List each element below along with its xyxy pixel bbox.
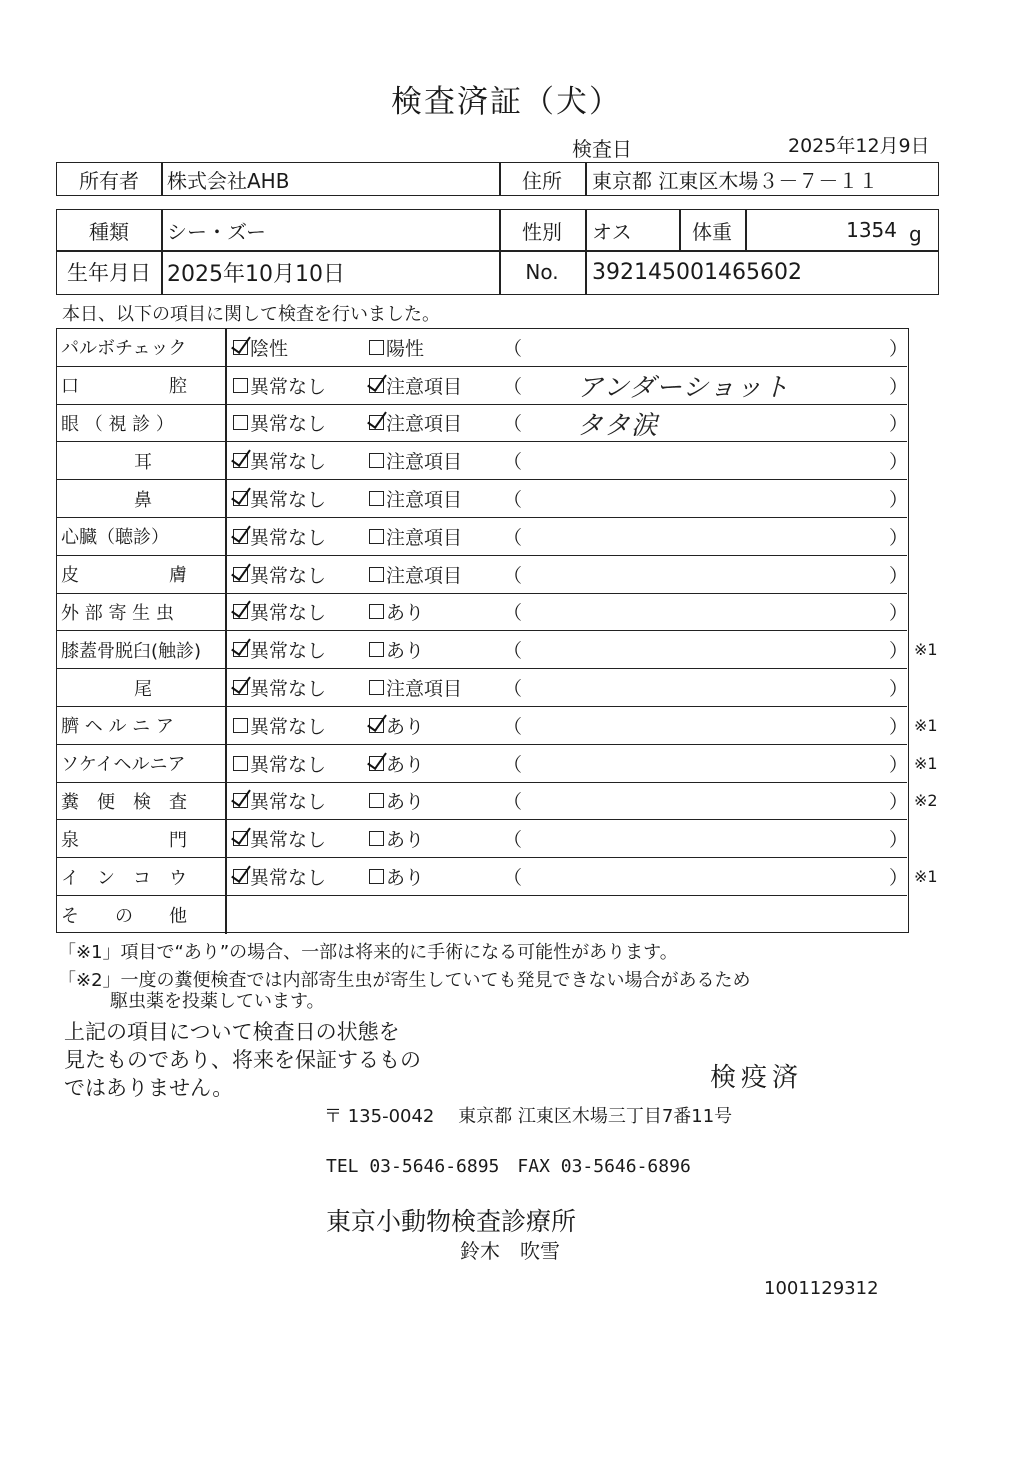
footnote-mark: ※1 (914, 640, 938, 660)
paren-close: ） (889, 564, 909, 587)
breed-label: 種類 (89, 219, 129, 244)
paren-close: ） (889, 526, 909, 549)
clinic-address: 〒 135-0042 東京都 江東区木場三丁目7番11号 (324, 1106, 733, 1127)
handwritten-comment: タタ涙 (577, 410, 659, 441)
checkbox-icon[interactable] (233, 415, 248, 430)
exam-option (369, 631, 424, 668)
exam-option-label: 異常なし (250, 715, 327, 738)
exam-date: 2025年12月9日 (788, 135, 930, 157)
checkbox-icon[interactable] (369, 491, 384, 506)
paren-close: ） (889, 451, 909, 474)
exam-row-label: 鼻 (134, 489, 152, 511)
paren-close: ） (889, 829, 909, 852)
paren-close: ） (889, 413, 909, 436)
document-title: 検査済証（犬） (391, 84, 622, 120)
exam-row (57, 707, 938, 745)
exam-option (233, 329, 288, 366)
exam-option-label: 異常なし (250, 829, 327, 852)
weight-value: 1354 (846, 218, 897, 242)
exam-option (369, 745, 424, 782)
exam-option-label: 異常なし (250, 564, 327, 587)
checked-box-icon[interactable] (233, 831, 248, 846)
exam-option-label: 異常なし (250, 375, 327, 398)
paren-close: ） (889, 791, 909, 814)
exam-option (233, 669, 326, 706)
exam-option (369, 518, 462, 555)
exam-option-label: 異常なし (250, 867, 327, 890)
sex-value: オス (592, 219, 632, 244)
exam-option (369, 367, 462, 404)
exam-row-label: 尾 (134, 678, 152, 700)
disclaimer (64, 1018, 421, 1102)
exam-row (57, 329, 907, 367)
disclaimer-line: 上記の項目について検査日の状態を (64, 1020, 400, 1044)
exam-option-label: 異常なし (250, 451, 327, 474)
footnote-mark: ※1 (914, 753, 938, 773)
paren-open: （ (503, 375, 523, 398)
exam-option-label: 異常なし (250, 640, 327, 663)
paren-open: （ (503, 829, 523, 852)
dog-info-box (56, 209, 939, 295)
checkbox-icon[interactable] (233, 718, 248, 733)
checkbox-icon[interactable] (233, 378, 248, 393)
exam-row (57, 820, 907, 858)
exam-row (57, 745, 938, 783)
exam-option (233, 367, 326, 404)
checked-box-icon[interactable] (233, 642, 248, 657)
checked-box-icon[interactable] (233, 793, 248, 808)
checked-box-icon[interactable] (233, 604, 248, 619)
exam-row-label: 膝蓋骨脱臼(触診) (61, 640, 202, 662)
disclaimer-line: 見たものであり、将来を保証するもの (64, 1048, 421, 1072)
exam-row (57, 442, 907, 480)
exam-option-label: 異常なし (250, 526, 327, 549)
paren-close: ） (889, 867, 909, 890)
exam-option (369, 329, 424, 366)
exam-option (233, 518, 326, 555)
exam-option (233, 480, 326, 517)
checked-box-icon[interactable] (233, 453, 248, 468)
exam-option-label: 異常なし (250, 602, 327, 625)
exam-row-label: 心臓（聴診） (61, 527, 169, 549)
quarantine-stamp: 検疫済 (710, 1063, 804, 1093)
exam-row (57, 367, 907, 405)
exam-row (57, 896, 907, 934)
exam-option-label: 注意項目 (386, 526, 463, 549)
handwritten-comment: アンダーショット (577, 372, 790, 403)
paren-close: ） (889, 715, 909, 738)
paren-close: ） (889, 678, 909, 701)
paren-open: （ (503, 489, 523, 512)
exam-option (369, 594, 424, 631)
microchip-number: 392145001465602 (592, 259, 802, 285)
exam-row (57, 518, 907, 556)
exam-option (233, 745, 326, 782)
exam-option (233, 442, 326, 479)
exam-row-label: 外 部 寄 生 虫 (61, 602, 174, 624)
exam-row-label: 耳 (134, 451, 152, 473)
exam-row (57, 631, 938, 669)
exam-option (233, 707, 326, 744)
checked-box-icon[interactable] (233, 567, 248, 582)
exam-option (369, 820, 424, 857)
paren-open: （ (503, 791, 523, 814)
exam-row (57, 783, 938, 821)
exam-option (233, 594, 326, 631)
address-value: 東京都 江東区木場３－７－１１ (592, 168, 879, 193)
breed-value: シー・ズー (167, 219, 266, 244)
checkbox-icon[interactable] (369, 529, 384, 544)
disclaimer-line: ではありません。 (64, 1076, 234, 1100)
checked-box-icon[interactable] (369, 756, 384, 771)
checked-box-icon[interactable] (233, 869, 248, 884)
address-label: 住所 (522, 168, 562, 193)
exam-option-label: 異常なし (250, 413, 327, 436)
exam-option-label: 注意項目 (386, 678, 463, 701)
weight-unit: g (909, 222, 922, 246)
serial-number: 1001129312 (764, 1278, 879, 1299)
exam-option-label: あり (386, 829, 425, 852)
footnote-2-cont: 駆虫薬を投薬しています。 (110, 991, 325, 1012)
footnote-1: 「※1」項目で“あり”の場合、一部は将来的に手術になる可能性があります。 (58, 942, 678, 963)
exam-row (57, 594, 907, 632)
exam-row (57, 669, 907, 707)
paren-close: ） (889, 375, 909, 398)
paren-close: ） (889, 602, 909, 625)
paren-open: （ (503, 715, 523, 738)
checked-box-icon[interactable] (369, 378, 384, 393)
checkbox-icon[interactable] (369, 831, 384, 846)
exam-option-label: 注意項目 (386, 489, 463, 512)
exam-row-label: 臍 ヘ ル ニ ア (61, 716, 174, 738)
exam-table (56, 328, 938, 933)
checkbox-icon[interactable] (369, 680, 384, 695)
exam-option-label: 陽性 (386, 337, 425, 360)
clinic-name: 東京小動物検査診療所 (326, 1207, 577, 1236)
birth-label: 生年月日 (67, 261, 151, 285)
weight-label: 体重 (692, 219, 732, 244)
exam-option-label: 注意項目 (386, 375, 463, 398)
exam-row-label: 泉 門 (61, 829, 187, 851)
exam-option (233, 405, 326, 442)
paren-open: （ (503, 526, 523, 549)
exam-row (57, 405, 907, 443)
checkbox-icon[interactable] (369, 869, 384, 884)
exam-option (369, 556, 462, 593)
exam-option (369, 405, 462, 442)
birth-value: 2025年10月10日 (167, 261, 345, 287)
owner-value: 株式会社AHB (167, 168, 290, 193)
exam-option (369, 480, 462, 517)
checkbox-icon[interactable] (369, 453, 384, 468)
paren-close: ） (889, 640, 909, 663)
exam-date-label: 検査日 (572, 137, 632, 161)
clinic-contact: TEL 03-5646-6895 FAX 03-5646-6896 (326, 1156, 691, 1177)
exam-option-label: あり (386, 640, 425, 663)
checked-box-icon[interactable] (233, 680, 248, 695)
exam-option-label: 異常なし (250, 678, 327, 701)
exam-option (233, 858, 326, 895)
paren-open: （ (503, 451, 523, 474)
exam-option-label: 陰性 (250, 337, 289, 360)
owner-label: 所有者 (79, 168, 139, 193)
footnote-mark: ※1 (914, 715, 938, 735)
exam-option-label: 注意項目 (386, 451, 463, 474)
exam-row-label: ソケイヘルニア (61, 754, 186, 776)
vet-name: 鈴木 吹雪 (460, 1239, 560, 1263)
number-label: No. (525, 260, 559, 284)
exam-row (57, 858, 938, 896)
exam-row-label: そ の 他 (61, 905, 187, 927)
exam-row-label: 口 腔 (61, 376, 187, 398)
footnote-mark: ※2 (914, 791, 938, 811)
exam-option (369, 707, 424, 744)
exam-option-label: 異常なし (250, 791, 327, 814)
checked-box-icon[interactable] (233, 529, 248, 544)
paren-open: （ (503, 337, 523, 360)
checked-box-icon[interactable] (369, 415, 384, 430)
exam-option-label: あり (386, 602, 425, 625)
exam-option (369, 858, 424, 895)
exam-option (233, 783, 326, 820)
paren-open: （ (503, 867, 523, 890)
exam-option-label: 異常なし (250, 753, 327, 776)
checkbox-icon[interactable] (233, 756, 248, 771)
exam-row (57, 556, 907, 594)
paren-open: （ (503, 640, 523, 663)
checkbox-icon[interactable] (369, 642, 384, 657)
footnote-mark: ※1 (914, 867, 938, 887)
exam-row-label: 皮 膚 (61, 565, 187, 587)
checkbox-icon[interactable] (369, 604, 384, 619)
checked-box-icon[interactable] (233, 491, 248, 506)
paren-open: （ (503, 602, 523, 625)
owner-box (56, 162, 939, 196)
exam-option (369, 783, 424, 820)
exam-option (233, 820, 326, 857)
exam-option-label: 異常なし (250, 489, 327, 512)
exam-option-label: あり (386, 867, 425, 890)
checked-box-icon[interactable] (233, 340, 248, 355)
exam-option-label: 注意項目 (386, 564, 463, 587)
footnote-2: 「※2」一度の糞便検査では内部寄生虫が寄生していても発見できない場合があるため (58, 970, 751, 991)
exam-option-label: あり (386, 715, 425, 738)
exam-option-label: あり (386, 791, 425, 814)
exam-row-label: 眼 （ 視 診 ） (61, 413, 174, 435)
exam-option (369, 669, 462, 706)
checkbox-icon[interactable] (369, 793, 384, 808)
exam-option-label: あり (386, 753, 425, 776)
paren-close: ） (889, 337, 909, 360)
intro-text: 本日、以下の項目に関して検査を行いました。 (62, 304, 440, 325)
exam-row-label: 糞 便 検 査 (61, 791, 187, 813)
paren-open: （ (503, 678, 523, 701)
checkbox-icon[interactable] (369, 567, 384, 582)
checked-box-icon[interactable] (369, 718, 384, 733)
paren-open: （ (503, 753, 523, 776)
checkbox-icon[interactable] (369, 340, 384, 355)
paren-close: ） (889, 489, 909, 512)
paren-open: （ (503, 564, 523, 587)
exam-row (57, 480, 907, 518)
exam-option (233, 556, 326, 593)
exam-row-label: イ ン コ ウ (61, 867, 187, 889)
exam-option (369, 442, 462, 479)
paren-open: （ (503, 413, 523, 436)
exam-row-label: パルボチェック (61, 338, 187, 360)
exam-option-label: 注意項目 (386, 413, 463, 436)
sex-label: 性別 (522, 219, 562, 244)
exam-option (233, 631, 326, 668)
paren-close: ） (889, 753, 909, 776)
